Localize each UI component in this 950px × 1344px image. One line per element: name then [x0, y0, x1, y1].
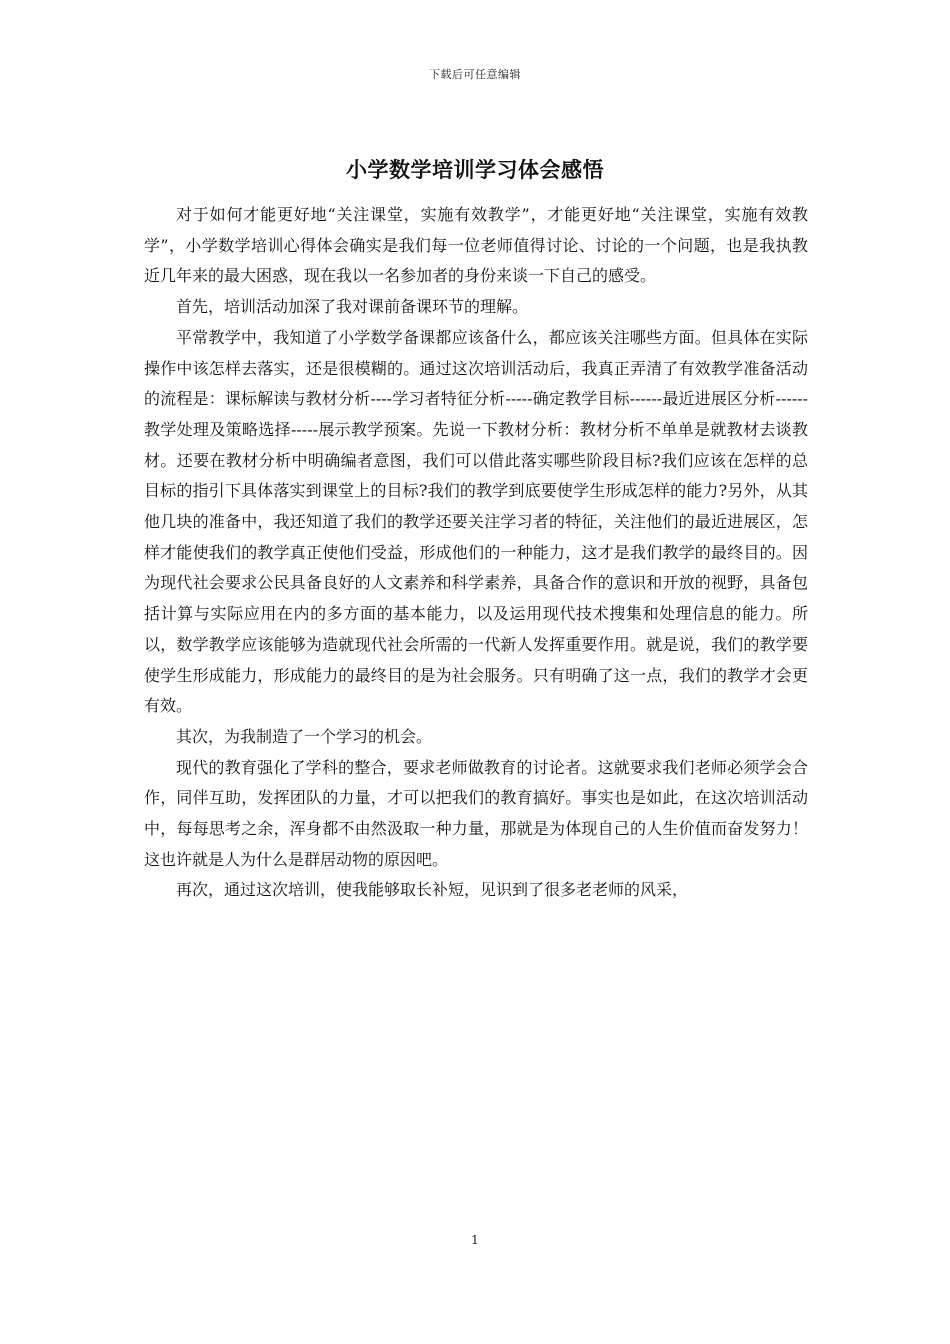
paragraph-third-point: 再次，通过这次培训，使我能够取长补短，见识到了很多老老师的风采， — [176, 880, 689, 900]
paragraph-second-point: 其次，为我制造了一个学习的机会。 — [176, 726, 433, 746]
page-number: 1 — [471, 1233, 479, 1247]
document-body — [144, 200, 808, 906]
paragraph-intro: 对于如何才能更好地“关注课堂，实施有效教学”，才能更好地“关注课堂，实施有效教学”，小学数学培训心得体会确实是我们每一位老师值得讨论、讨论的一个问题，也是我执教近几年来的最大困惑，现在我以一名参加者的身份来谈一下自己的感受。 — [144, 205, 808, 286]
paragraph-first-point: 首先，培训活动加深了我对课前备课环节的理解。 — [176, 297, 529, 317]
paragraph-collaboration: 现代的教育强化了学科的整合，要求老师做教育的讨论者。这就要求我们老师必须学会合作，同伴互助，发挥团队的力量，才可以把我们的教育搞好。事实也是如此，在这次培训活动中，每每思考之余，浑身都不由然汲取一种力量，那就是为体现自己的人生价值而奋发努力！这也许就是人为什么是群居动物的原因吧。 — [144, 757, 808, 869]
header-note: 下载后可任意编辑 — [429, 68, 521, 81]
document-title: 小学数学培训学习体会感悟 — [346, 157, 604, 182]
paragraph-lesson-preparation: 平常教学中，我知道了小学数学备课都应该备什么，都应该关注哪些方面。但具体在实际操作中该怎样去落实，还是很模糊的。通过这次培训活动后，我真正弄清了有效教学准备活动的流程是：课标解读与教材分析----学习者特征分析-----确定教学目标------最近进展区分析------教学处理及策略选择-----展示教学预案。先说一下教材分析：教材分析不单单是就教材去谈教材。还要在教材分析中明确编者意图，我们可以借此落实哪些阶段目标?我们应该在怎样的总目标的指引下具体落实到课堂上的目标?我们的教学到底要使学生形成怎样的能力?另外，从其他几块的准备中，我还知道了我们的教学还要关注学习者的特征，关注他们的最近进展区，怎样才能使我们的教学真正使他们受益，形成他们的一种能力，这才是我们教学的最终目的。因为现代社会要求公民具备良好的人文素养和科学素养，具备合作的意识和开放的视野，具备包括计算与实际应用在内的多方面的基本能力，以及运用现代技术搜集和处理信息的能力。所以，数学教学应该能够为造就现代社会所需的一代新人发挥重要作用。就是说，我们的教学要使学生形成能力，形成能力的最终目的是为社会服务。只有明确了这一点，我们的教学才会更有效。 — [144, 327, 808, 716]
